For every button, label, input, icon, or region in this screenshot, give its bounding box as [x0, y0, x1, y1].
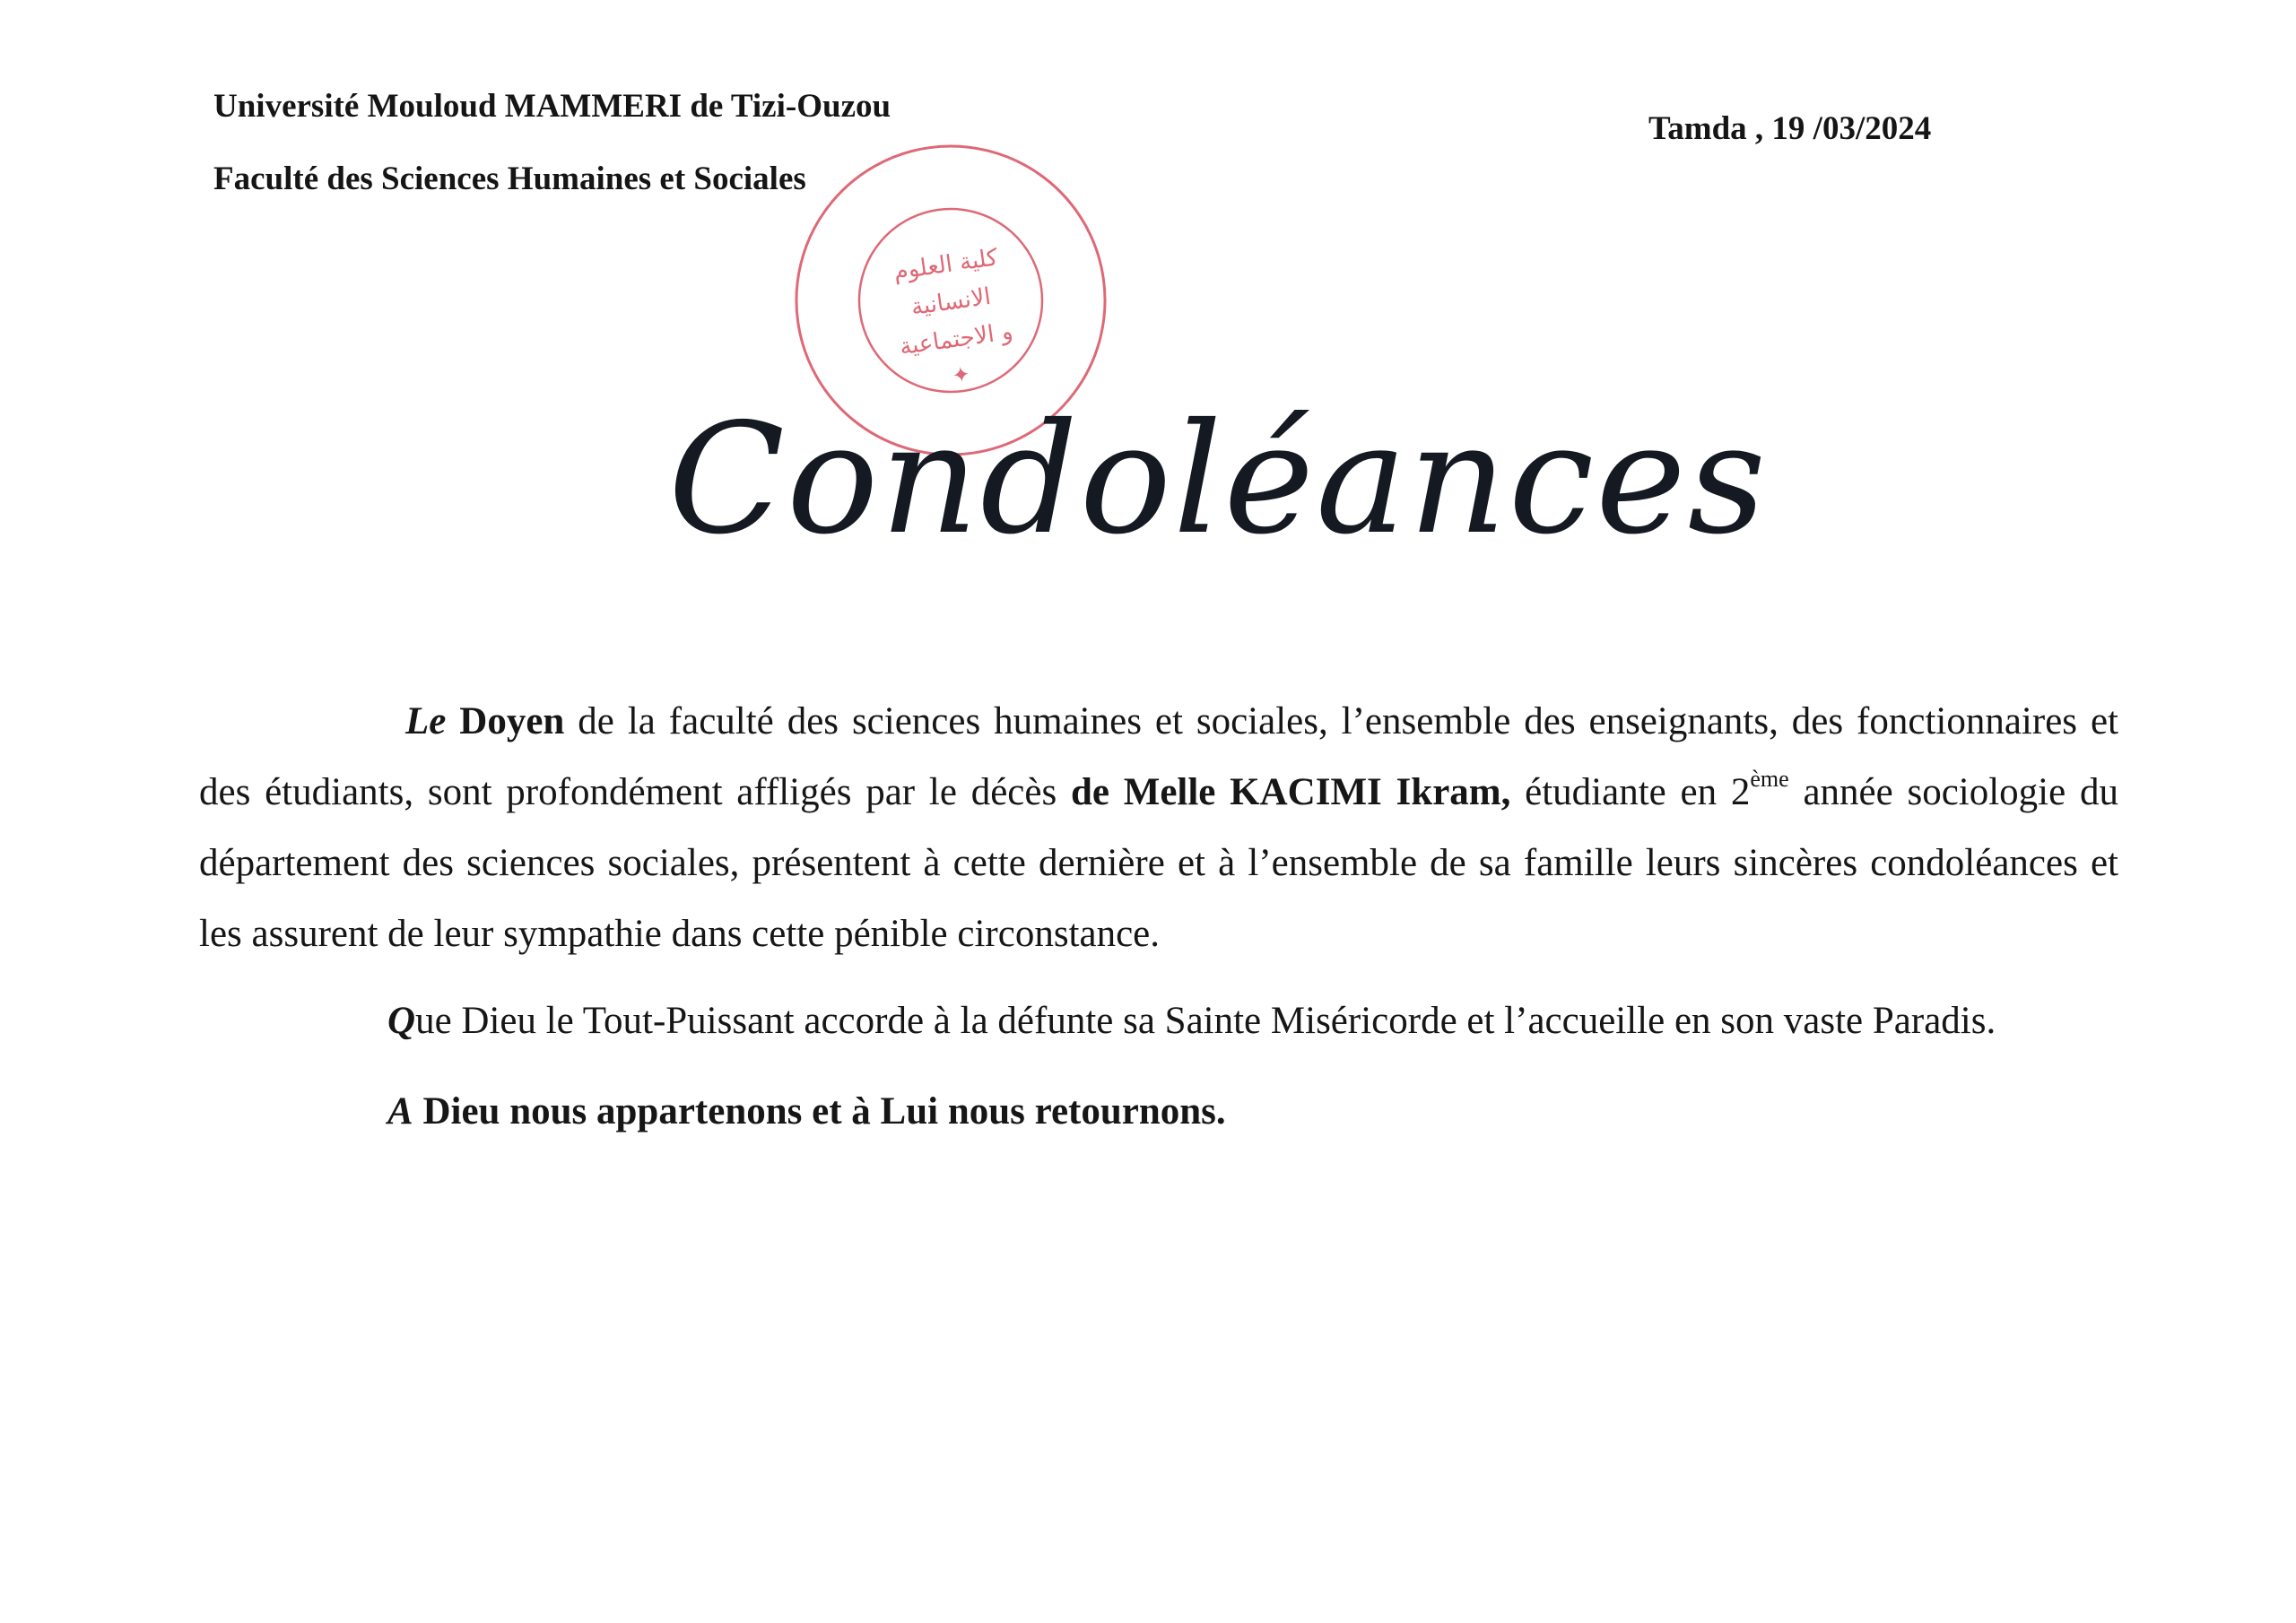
paragraph-3-text: Dieu nous appartenons et à Lui nous retournons. [413, 1090, 1226, 1133]
document-date: Tamda , 19 /03/2024 [1648, 110, 1932, 147]
paragraph-2-lead: Q [387, 1000, 416, 1042]
condolence-paragraph-2 [199, 985, 2118, 1056]
stamp-center-line-1: كلية العلوم [891, 244, 1000, 286]
condolence-paragraph-1 [199, 686, 2118, 969]
stamp-center-line-2: الانسانية [909, 282, 993, 322]
stamp-star-icon: ✦ [950, 360, 972, 389]
paragraph-1-lead: Le [405, 700, 447, 742]
condolence-paragraph-3 [199, 1076, 2118, 1147]
stamp-center-line-3: و الاجتماعية [898, 317, 1015, 361]
condolence-body [199, 686, 2118, 1147]
paragraph-1-text-2: étudiante en 2 [1510, 771, 1751, 813]
document-title [0, 391, 2296, 568]
deceased-name: de Melle KACIMI Ikram, [1070, 771, 1511, 813]
paragraph-1-text-1: de la faculté des sciences humaines et sociales, l’ensemble des enseignants, des fonctionnaires et des étudiants, sont profondément affligés par le décès [199, 700, 2118, 813]
faculty-name: Faculté des Sciences Humaines et Sociales [213, 161, 806, 197]
paragraph-2-text: ue Dieu le Tout-Puissant accorde à la défunte sa Sainte Miséricorde et l’accueille en son vaste Paradis. [415, 1000, 1996, 1042]
ordinal-superscript: ème [1750, 766, 1789, 792]
paragraph-1-subject: Doyen [459, 700, 565, 742]
title-text: Condoléances [668, 391, 1768, 568]
paragraph-1-text-3: année sociologie du département des sciences sociales, présentent à cette dernière et à l’ensemble de sa famille leurs sincères condoléances et les assurent de leur sympathie dans cette pénible circonstance. [199, 771, 2118, 955]
university-name: Université Mouloud MAMMERI de Tizi-Ouzou [213, 88, 891, 125]
paragraph-3-lead: A [387, 1090, 413, 1133]
